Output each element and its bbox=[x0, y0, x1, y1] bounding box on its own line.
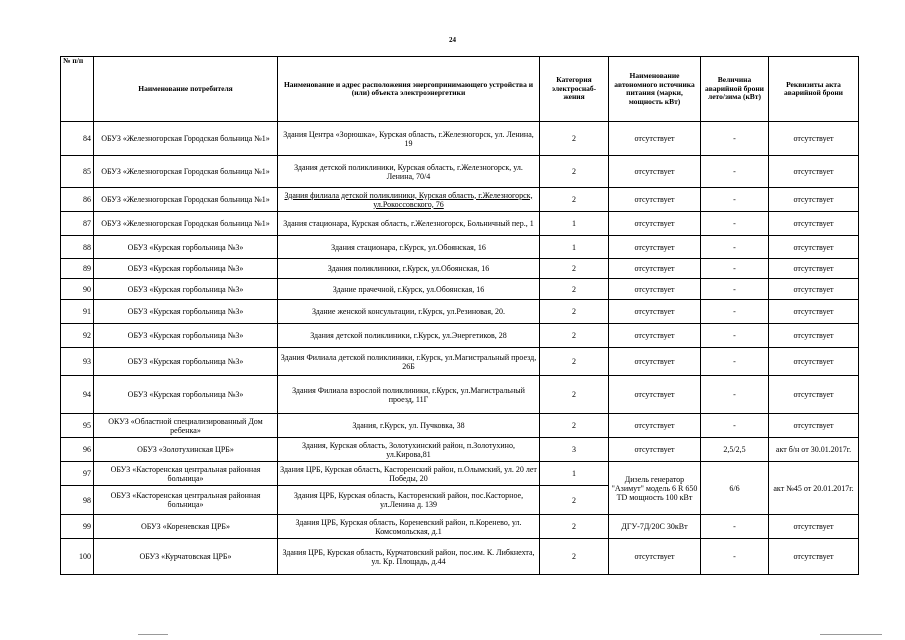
row-number: 99 bbox=[61, 515, 94, 539]
table-row bbox=[61, 122, 859, 156]
consumer-name: ОБУЗ «Касторенская центральная районная больница» bbox=[94, 486, 278, 515]
supply-category: 2 bbox=[540, 156, 609, 188]
object-address: Здания ЦРБ, Курская область, Касторенский район, пос.Касторное, ул.Ленина д. 139 bbox=[278, 486, 540, 515]
row-number: 90 bbox=[61, 279, 94, 300]
consumer-name: ОБУЗ «Железногорская Городская больница №1» bbox=[94, 122, 278, 156]
object-address: Здания Центра «Зорюшка», Курская область, г.Железногорск, ул. Ленина, 19 bbox=[278, 122, 540, 156]
act-details: отсутствует bbox=[769, 156, 859, 188]
reserve-value: - bbox=[701, 539, 769, 575]
reserve-value: - bbox=[701, 324, 769, 348]
consumer-name: ОБУЗ «Касторенская центральная районная больница» bbox=[94, 462, 278, 486]
act-details: отсутствует bbox=[769, 212, 859, 236]
act-details: отсутствует bbox=[769, 539, 859, 575]
power-source: отсутствует bbox=[609, 376, 701, 414]
object-address: Здания ЦРБ, Курская область, Касторенский район, п.Олымский, ул. 20 лет Победы, 20 bbox=[278, 462, 540, 486]
table-row bbox=[61, 348, 859, 376]
row-number: 91 bbox=[61, 300, 94, 324]
supply-category: 1 bbox=[540, 236, 609, 259]
column-header-consumer: Наименование потребителя bbox=[94, 57, 278, 122]
power-source: отсутствует bbox=[609, 156, 701, 188]
row-number: 94 bbox=[61, 376, 94, 414]
act-details: отсутствует bbox=[769, 414, 859, 438]
table-row bbox=[61, 279, 859, 300]
scan-artifact-right bbox=[820, 634, 882, 635]
row-number: 95 bbox=[61, 414, 94, 438]
table-row bbox=[61, 515, 859, 539]
power-source: отсутствует bbox=[609, 348, 701, 376]
supply-category: 1 bbox=[540, 462, 609, 486]
row-number: 84 bbox=[61, 122, 94, 156]
supply-category: 2 bbox=[540, 539, 609, 575]
reserve-value: - bbox=[701, 188, 769, 212]
supply-category: 2 bbox=[540, 300, 609, 324]
reserve-value: - bbox=[701, 414, 769, 438]
object-address: Здания детской поликлиники, г.Курск, ул.Энергетиков, 28 bbox=[278, 324, 540, 348]
reserve-value: - bbox=[701, 348, 769, 376]
reserve-value: - bbox=[701, 279, 769, 300]
reserve-value: - bbox=[701, 376, 769, 414]
supply-category: 2 bbox=[540, 348, 609, 376]
supply-category: 2 bbox=[540, 376, 609, 414]
object-address: Здания, г.Курск, ул. Пучковка, 38 bbox=[278, 414, 540, 438]
table-row bbox=[61, 300, 859, 324]
supply-category: 2 bbox=[540, 279, 609, 300]
power-source: ДГУ-7Д/20С 30кВт bbox=[609, 515, 701, 539]
act-details: акт №45 от 20.01.2017г. bbox=[769, 462, 859, 515]
column-header-power-source: Наименование автономного источника питания (марки, мощность кВт) bbox=[609, 57, 701, 122]
consumer-name: ОБУЗ «Курская горбольница №3» bbox=[94, 348, 278, 376]
row-number: 92 bbox=[61, 324, 94, 348]
object-address: Здания Филиала детской поликлиники, г.Курск, ул.Магистральный проезд, 26Б bbox=[278, 348, 540, 376]
power-source: отсутствует bbox=[609, 300, 701, 324]
consumer-name: ОБУЗ «Железногорская Городская больница №1» bbox=[94, 212, 278, 236]
supply-category: 2 bbox=[540, 122, 609, 156]
object-address: Здания поликлиники, г.Курск, ул.Обоянская, 16 bbox=[278, 259, 540, 279]
row-number: 88 bbox=[61, 236, 94, 259]
object-address: Здания ЦРБ, Курская область, Курчатовский район, пос.им. К. Либкнехта, ул. Кр. Площадь, д.44 bbox=[278, 539, 540, 575]
table-header-row bbox=[61, 57, 859, 122]
object-address: Здание женской консультации, г.Курск, ул.Резиновая, 20. bbox=[278, 300, 540, 324]
table-row bbox=[61, 212, 859, 236]
consumer-name: ОБУЗ «Курская горбольница №3» bbox=[94, 279, 278, 300]
reserve-value: 2,5/2,5 bbox=[701, 438, 769, 462]
object-address: Здания Филиала взрослой поликлиники, г.Курск, ул.Магистральный проезд, 11Г bbox=[278, 376, 540, 414]
object-address: Здания стационара, Курская область, г.Железногорск, Больничный пер., 1 bbox=[278, 212, 540, 236]
row-number: 86 bbox=[61, 188, 94, 212]
act-details: отсутствует bbox=[769, 348, 859, 376]
object-address: Здания ЦРБ, Курская область, Кореневский район, п.Коренево, ул. Комсомольская, д.1 bbox=[278, 515, 540, 539]
column-header-act: Реквизиты акта аварийной брони bbox=[769, 57, 859, 122]
consumer-name: ОБУЗ «Железногорская Городская больница №1» bbox=[94, 156, 278, 188]
object-address: Здания филиала детской поликлиники, Курская область, г.Железногорск, ул.Рокоссовского, 76 bbox=[278, 188, 540, 212]
consumer-name: ОБУЗ «Курская горбольница №3» bbox=[94, 236, 278, 259]
consumer-name: ОБУЗ «Курчатовская ЦРБ» bbox=[94, 539, 278, 575]
act-details: отсутствует bbox=[769, 188, 859, 212]
row-number: 96 bbox=[61, 438, 94, 462]
row-number: 97 bbox=[61, 462, 94, 486]
column-header-category: Категория электроснаб-жения bbox=[540, 57, 609, 122]
row-number: 85 bbox=[61, 156, 94, 188]
table-row bbox=[61, 414, 859, 438]
reserve-value: - bbox=[701, 122, 769, 156]
act-details: акт б/н от 30.01.2017г. bbox=[769, 438, 859, 462]
reserve-value: - bbox=[701, 236, 769, 259]
table-row bbox=[61, 188, 859, 212]
reserve-value: - bbox=[701, 259, 769, 279]
power-source: отсутствует bbox=[609, 122, 701, 156]
power-source: отсутствует bbox=[609, 539, 701, 575]
table-row bbox=[61, 156, 859, 188]
power-source: отсутствует bbox=[609, 279, 701, 300]
act-details: отсутствует bbox=[769, 376, 859, 414]
column-header-number: № п/п bbox=[61, 57, 94, 122]
row-number: 100 bbox=[61, 539, 94, 575]
supply-category: 1 bbox=[540, 212, 609, 236]
column-header-address: Наименование и адрес расположения энергопринимающего устройства и (или) объекта электроэнергетики bbox=[278, 57, 540, 122]
object-address: Здания стационара, г.Курск, ул.Обоянская, 16 bbox=[278, 236, 540, 259]
act-details: отсутствует bbox=[769, 259, 859, 279]
act-details: отсутствует bbox=[769, 324, 859, 348]
table-row bbox=[61, 539, 859, 575]
column-header-reserve: Величина аварийной брони лето/зима (кВт) bbox=[701, 57, 769, 122]
supply-category: 2 bbox=[540, 414, 609, 438]
reserve-value: - bbox=[701, 515, 769, 539]
act-details: отсутствует bbox=[769, 236, 859, 259]
reserve-registry-table bbox=[60, 56, 859, 575]
act-details: отсутствует bbox=[769, 122, 859, 156]
supply-category: 2 bbox=[540, 486, 609, 515]
power-source: отсутствует bbox=[609, 414, 701, 438]
row-number: 98 bbox=[61, 486, 94, 515]
row-number: 87 bbox=[61, 212, 94, 236]
supply-category: 3 bbox=[540, 438, 609, 462]
consumer-name: ОБУЗ «Железногорская Городская больница №1» bbox=[94, 188, 278, 212]
reserve-value: 6/6 bbox=[701, 462, 769, 515]
page-number: 24 bbox=[449, 36, 456, 44]
act-details: отсутствует bbox=[769, 279, 859, 300]
consumer-name: ОБУЗ «Курская горбольница №3» bbox=[94, 376, 278, 414]
row-number: 89 bbox=[61, 259, 94, 279]
consumer-name: ОКУЗ «Областной специализированный Дом ребенка» bbox=[94, 414, 278, 438]
table-row bbox=[61, 376, 859, 414]
table-row bbox=[61, 462, 859, 486]
table-row bbox=[61, 324, 859, 348]
power-source: отсутствует bbox=[609, 438, 701, 462]
table-row bbox=[61, 259, 859, 279]
table-row bbox=[61, 438, 859, 462]
scan-artifact-left bbox=[138, 634, 168, 635]
supply-category: 2 bbox=[540, 324, 609, 348]
consumer-name: ОБУЗ «Курская горбольница №3» bbox=[94, 300, 278, 324]
object-address: Здания, Курская область, Золотухинский район, п.Золотухино, ул.Кирова,81 bbox=[278, 438, 540, 462]
power-source: отсутствует bbox=[609, 212, 701, 236]
supply-category: 2 bbox=[540, 259, 609, 279]
act-details: отсутствует bbox=[769, 300, 859, 324]
reserve-value: - bbox=[701, 300, 769, 324]
consumer-name: ОБУЗ «Курская горбольница №3» bbox=[94, 259, 278, 279]
act-details: отсутствует bbox=[769, 515, 859, 539]
table-row bbox=[61, 236, 859, 259]
reserve-value: - bbox=[701, 156, 769, 188]
consumer-name: ОБУЗ «Курская горбольница №3» bbox=[94, 324, 278, 348]
supply-category: 2 bbox=[540, 515, 609, 539]
power-source: отсутствует bbox=[609, 259, 701, 279]
supply-category: 2 bbox=[540, 188, 609, 212]
consumer-name: ОБУЗ «Золотухинская ЦРБ» bbox=[94, 438, 278, 462]
object-address: Здание прачечной, г.Курск, ул.Обоянская, 16 bbox=[278, 279, 540, 300]
consumer-name: ОБУЗ «Кореневская ЦРБ» bbox=[94, 515, 278, 539]
object-address: Здания детской поликлиники, Курская область, г.Железногорск, ул. Ленина, 70/4 bbox=[278, 156, 540, 188]
reserve-value: - bbox=[701, 212, 769, 236]
power-source: Дизель генератор "Азимут" модель 6 R 650 TD мощность 100 кВт bbox=[609, 462, 701, 515]
row-number: 93 bbox=[61, 348, 94, 376]
power-source: отсутствует bbox=[609, 324, 701, 348]
power-source: отсутствует bbox=[609, 236, 701, 259]
power-source: отсутствует bbox=[609, 188, 701, 212]
